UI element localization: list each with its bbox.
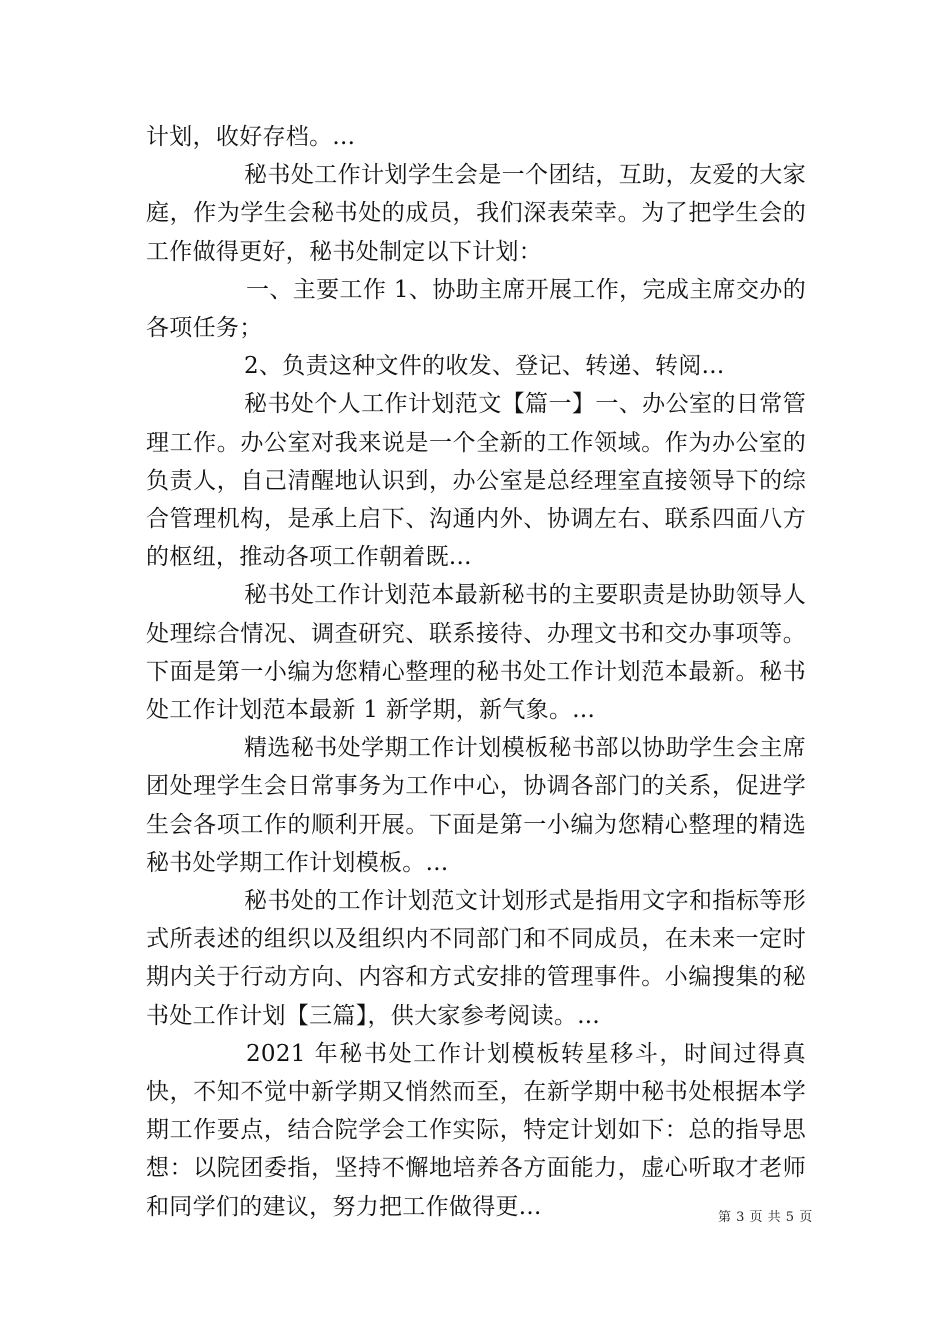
paragraph-secretariat-plan: 秘书处工作计划学生会是一个团结，互助，友爱的大家庭，作为学生会秘书处的成员，我们深表荣幸。为了把学生会的工作做得更好，秘书处制定以下计划： xyxy=(146,162,806,265)
paragraph-semester-template: 精选秘书处学期工作计划模板秘书部以协助学生会主席团处理学生会日常事务为工作中心，协调各部门的关系，促进学生会各项工作的顺利开展。下面是第一小编为您精心整理的精选秘书处学期工作计划模板。... xyxy=(146,735,806,876)
document-body xyxy=(146,118,806,1226)
paragraph-2021-plan: 2021 年秘书处工作计划模板转星移斗，时间过得真快，不知不觉中新学期又悄然而至，在新学期中秘书处根据本学期工作要点，结合院学会工作实际，特定计划如下：总的指导思想：以院团委指，坚持不懈地培养各方面能力，虚心听取才老师和同学们的建议，努力把工作做得更... xyxy=(146,1040,806,1220)
page-number: 第 3 页 共 5 页 xyxy=(718,1210,813,1225)
paragraph-main-work: 一、主要工作 1、协助主席开展工作，完成主席交办的各项任务； xyxy=(146,276,806,342)
paragraph-continuation: 计划，收好存档。... xyxy=(146,124,356,150)
paragraph-document-handling: 2、负责这种文件的收发、登记、转递、转阅... xyxy=(244,353,725,380)
paragraph-plan-sample: 秘书处的工作计划范文计划形式是指用文字和指标等形式所表述的组织以及组织内不同部门和不同成员，在未来一定时期内关于行动方向、内容和方式安排的管理事件。小编搜集的秘书处工作计划【三篇】，供大家参考阅读。... xyxy=(146,888,806,1029)
paragraph-personal-plan: 秘书处个人工作计划范文【篇一】一、办公室的日常管理工作。办公室对我来说是一个全新的工作领域。作为办公室的负责人，自己清醒地认识到，办公室是总经理室直接领导下的综合管理机构，是承上启下、沟通内外、协调左右、联系四面八方的枢纽，推动各项工作朝着既... xyxy=(146,391,806,571)
paragraph-plan-template: 秘书处工作计划范本最新秘书的主要职责是协助领导人处理综合情况、调查研究、联系接待、办理文书和交办事项等。下面是第一小编为您精心整理的秘书处工作计划范本最新。秘书处工作计划范本最新 1 新学期，新气象。... xyxy=(146,582,806,724)
